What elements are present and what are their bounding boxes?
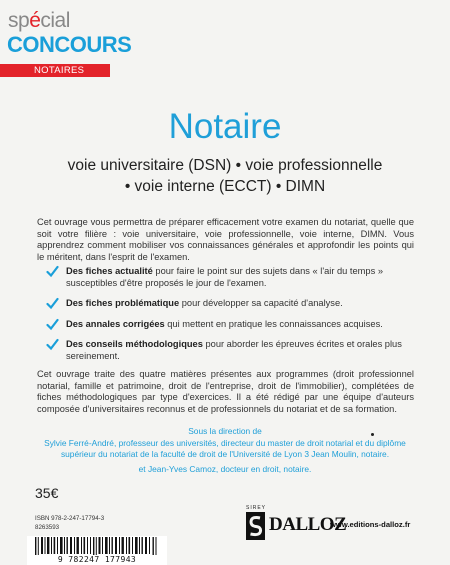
collection-series: NOTAIRES xyxy=(34,65,85,76)
editorial-direction xyxy=(0,426,450,475)
subtitle-line-1: voie universitaire (DSN) • voie professionnelle xyxy=(67,157,383,174)
dalloz-logo: DALLOZ xyxy=(269,514,347,535)
collection-series-band xyxy=(0,64,110,77)
feature-description: pour faire le point sur des sujets dans « l'air du temps » susceptibles d'être proposés le jour de l'examen. xyxy=(66,266,384,288)
sirey-label: SIREY xyxy=(246,505,267,511)
decorative-dot xyxy=(371,433,374,436)
intro-paragraph: Cet ouvrage vous permettra de préparer efficacement votre examen du notariat, quelle que soit votre filière : voie universitaire, voie professionnelle, voie interne, DIMN. Vous apprendrez comment mobiliser vos connaissances générales et approfondir les points qui le méritent, dans l'esprit de l'examen. xyxy=(37,217,414,263)
collection-name: CONCOURS xyxy=(7,32,132,57)
feature-description: pour aborder les épreuves écrites et orales plus sereinement. xyxy=(66,339,402,361)
feature-title: Des conseils méthodologiques xyxy=(66,339,203,349)
special-suffix: cial xyxy=(40,9,70,32)
author-1-line-2: supérieur du notariat de la faculté de droit de l'Université de Lyon 3 Jean Moulin, notaire. xyxy=(60,449,390,459)
check-icon xyxy=(46,297,59,310)
barcode xyxy=(27,536,167,565)
book-title: Notaire xyxy=(168,107,282,146)
book-subtitle xyxy=(0,155,450,197)
feature-description: qui mettent en pratique les connaissances acquises. xyxy=(164,319,383,329)
sirey-logo-icon xyxy=(246,512,265,540)
isbn-block xyxy=(35,515,104,532)
barcode-number: 9 782247 177943 xyxy=(27,555,167,564)
feature-text xyxy=(66,339,414,362)
author-1-line-1: Sylvie Ferré-André, professeur des universités, directeur du master de droit notarial et du diplôme xyxy=(44,437,406,448)
author-2: et Jean-Yves Camoz, docteur en droit, notaire. xyxy=(138,463,312,474)
feature-text xyxy=(66,266,414,289)
isbn: ISBN 978-2-247-17794-3 xyxy=(35,515,105,522)
check-icon xyxy=(46,265,59,278)
content-paragraph: Cet ouvrage traite des quatre matières présentes aux programmes (droit professionnel notarial, famille et patrimoine, droit de l'entreprise, droit de l'immobilier), complétées de fiches méthodologiques par type d'exercices. Il a été rédigé par une équipe d'auteurs composée d'universitaires reconnus et de professionnels du notariat et de sa formation. xyxy=(37,369,414,415)
check-icon xyxy=(46,318,59,331)
reference-number: 8263593 xyxy=(35,523,60,531)
feature-description: pour développer sa capacité d'analyse. xyxy=(179,298,343,308)
feature-title: Des fiches problématique xyxy=(66,298,180,308)
direction-intro: Sous la direction de xyxy=(188,426,262,436)
feature-text xyxy=(66,298,414,310)
check-icon xyxy=(46,338,59,351)
feature-title: Des fiches actualité xyxy=(66,266,153,276)
publisher-website[interactable]: www.editions-dalloz.fr xyxy=(330,520,411,529)
special-prefix: sp xyxy=(8,9,30,32)
subtitle-line-2: • voie interne (ECCT) • DIMN xyxy=(124,178,326,195)
collection-special-label xyxy=(8,10,70,32)
price: 35€ xyxy=(35,485,59,501)
feature-text xyxy=(66,319,414,331)
barcode-bars xyxy=(35,537,159,557)
special-accent: é xyxy=(29,9,41,32)
feature-title: Des annales corrigées xyxy=(66,319,165,329)
